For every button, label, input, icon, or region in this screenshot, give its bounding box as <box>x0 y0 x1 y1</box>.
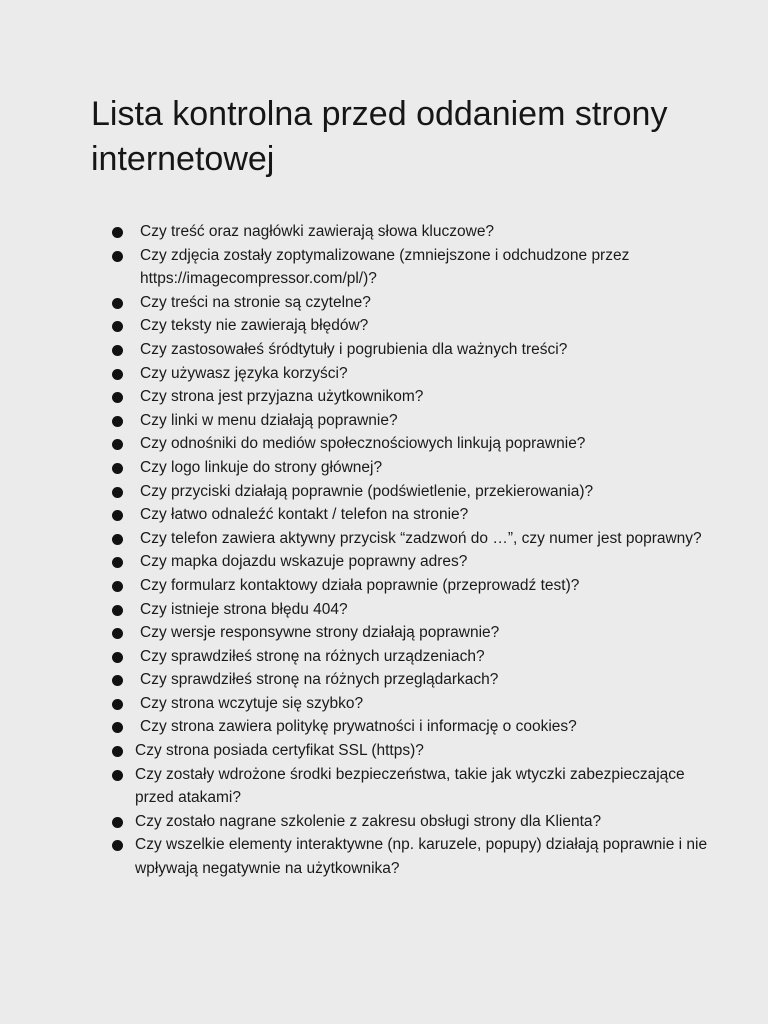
list-item-text: Czy odnośniki do mediów społecznościowych linkują poprawnie? <box>140 435 586 453</box>
list-item <box>0 480 768 504</box>
list-item-text: Czy strona wczytuje się szybko? <box>140 694 364 712</box>
bullet-icon <box>112 487 123 498</box>
list-item-text: Czy zostały wdrożone środki bezpieczeństwa, takie jak wtyczki zabezpieczające przed atakami? <box>135 765 685 807</box>
bullet-icon <box>112 817 123 828</box>
list-item <box>0 432 768 456</box>
bullet-icon <box>112 439 123 450</box>
bullet-icon <box>112 416 123 427</box>
bullet-icon <box>112 628 123 639</box>
list-item-text: Czy treści na stronie są czytelne? <box>140 293 371 311</box>
list-item <box>0 527 768 551</box>
list-item <box>0 362 768 386</box>
list-item-text: Czy zdjęcia zostały zoptymalizowane (zmniejszone i odchudzone przez https://imagecompressor.com/pl/)? <box>140 246 630 288</box>
list-item <box>0 739 768 763</box>
bullet-icon <box>112 557 123 568</box>
list-item-text: Czy przyciski działają poprawnie (podświetlenie, przekierowania)? <box>140 482 594 500</box>
list-item <box>0 550 768 574</box>
bullet-icon <box>112 746 123 757</box>
list-item-text: Czy linki w menu działają poprawnie? <box>140 411 398 429</box>
list-item-text: Czy mapka dojazdu wskazuje poprawny adres? <box>140 553 468 571</box>
list-item-text: Czy strona posiada certyfikat SSL (https)? <box>135 742 424 760</box>
list-item <box>0 409 768 433</box>
list-item <box>0 668 768 692</box>
list-item-text: Czy logo linkuje do strony głównej? <box>140 458 383 476</box>
list-item <box>0 291 768 315</box>
list-item-text: Czy telefon zawiera aktywny przycisk “zadzwoń do …”, czy numer jest poprawny? <box>140 529 702 547</box>
list-item-text: Czy wersje responsywne strony działają poprawnie? <box>140 624 500 642</box>
list-item <box>0 715 768 739</box>
list-item-text: Czy sprawdziłeś stronę na różnych urządzeniach? <box>140 647 485 665</box>
list-item <box>0 503 768 527</box>
list-item <box>0 598 768 622</box>
list-item-text: Czy zostało nagrane szkolenie z zakresu obsługi strony dla Klienta? <box>135 812 602 830</box>
bullet-icon <box>112 534 123 545</box>
list-item-text: Czy wszelkie elementy interaktywne (np. karuzele, popupy) działają poprawnie i nie wpływają negatywnie na użytkownika? <box>135 836 708 878</box>
list-item <box>0 621 768 645</box>
list-item-text: Czy zastosowałeś śródtytuły i pogrubienia dla ważnych treści? <box>140 340 568 358</box>
bullet-icon <box>112 392 123 403</box>
bullet-icon <box>112 770 123 781</box>
bullet-icon <box>112 675 123 686</box>
list-item <box>0 810 768 834</box>
bullet-icon <box>112 345 123 356</box>
bullet-icon <box>112 722 123 733</box>
list-item-text: Czy używasz języka korzyści? <box>140 364 348 382</box>
list-item-text: Czy łatwo odnaleźć kontakt / telefon na stronie? <box>140 506 469 524</box>
bullet-icon <box>112 840 123 851</box>
list-item <box>0 833 768 880</box>
list-item <box>0 574 768 598</box>
bullet-icon <box>112 463 123 474</box>
list-item <box>0 763 768 810</box>
list-item <box>0 692 768 716</box>
list-item <box>0 244 768 291</box>
bullet-icon <box>112 652 123 663</box>
bullet-icon <box>112 510 123 521</box>
list-item <box>0 220 768 244</box>
bullet-icon <box>112 581 123 592</box>
bullet-icon <box>112 321 123 332</box>
list-item-text: Czy sprawdziłeś stronę na różnych przeglądarkach? <box>140 671 499 689</box>
list-item-text: Czy strona jest przyjazna użytkownikom? <box>140 388 424 406</box>
list-item-text: Czy treść oraz nagłówki zawierają słowa kluczowe? <box>140 223 495 240</box>
list-item <box>0 456 768 480</box>
bullet-icon <box>112 699 123 710</box>
list-item-text: Czy teksty nie zawierają błędów? <box>140 317 369 335</box>
bullet-icon <box>112 369 123 380</box>
bullet-icon <box>112 605 123 616</box>
bullet-icon <box>112 251 123 262</box>
list-item <box>0 645 768 669</box>
bullet-icon <box>112 227 123 238</box>
list-item <box>0 338 768 362</box>
list-item <box>0 314 768 338</box>
list-item-text: Czy strona zawiera politykę prywatności i informację o cookies? <box>140 718 577 736</box>
list-item-text: Czy formularz kontaktowy działa poprawnie (przeprowadź test)? <box>140 576 580 594</box>
list-item <box>0 385 768 409</box>
page-title: Lista kontrolna przed oddaniem strony internetowej <box>91 95 668 178</box>
bullet-icon <box>112 298 123 309</box>
list-item-text: Czy istnieje strona błędu 404? <box>140 600 348 618</box>
checklist <box>0 220 768 881</box>
